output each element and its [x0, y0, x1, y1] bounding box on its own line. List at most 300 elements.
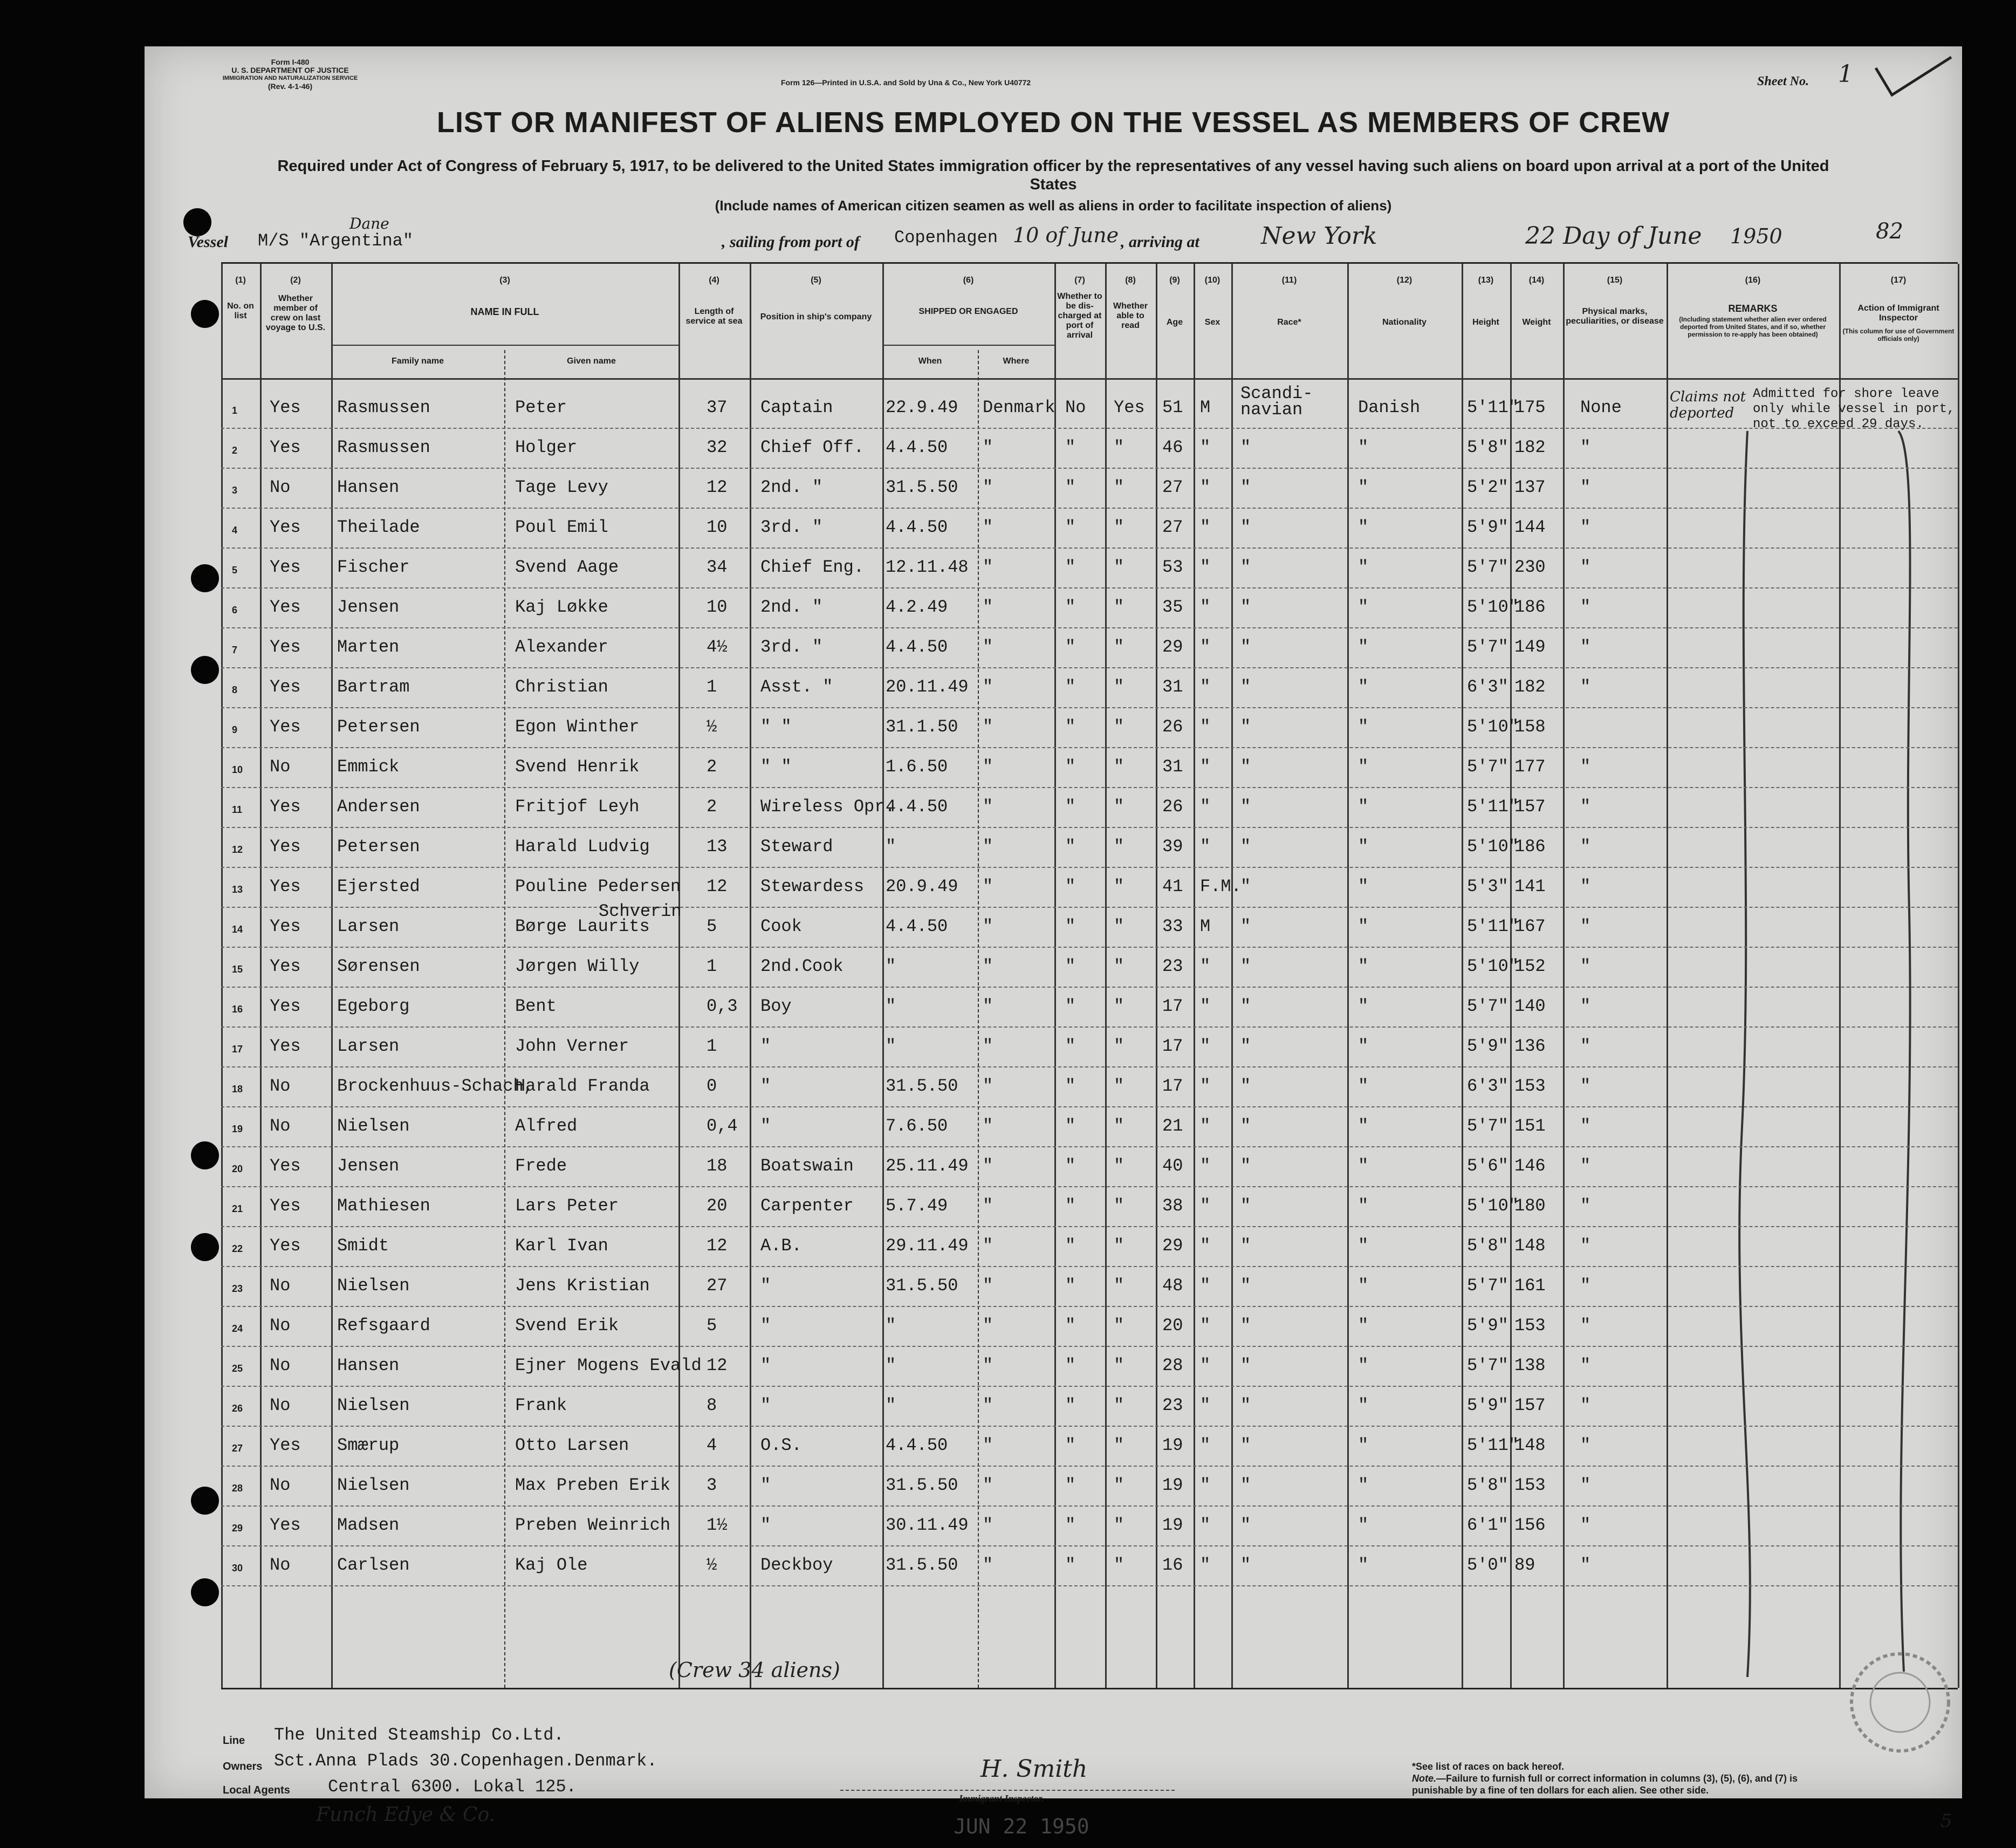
cell-service: 12: [707, 1236, 728, 1256]
cell-crew: No: [270, 1316, 291, 1336]
cell-nat: ": [1358, 837, 1369, 857]
vessel-flag: Dane: [349, 215, 389, 232]
cell-height: 5'11": [1467, 797, 1519, 817]
cell-marks: ": [1580, 956, 1591, 976]
col-17-note: (This column for use of Government officials only): [1842, 327, 1955, 343]
cell-height: 5'10": [1467, 837, 1519, 857]
cell-service: 18: [707, 1156, 728, 1176]
cell-age: 23: [1162, 1395, 1183, 1415]
cell-family: Marten: [337, 637, 400, 657]
cell-nat: ": [1358, 717, 1369, 737]
cell-where: ": [983, 1196, 993, 1216]
col-17-number: (17): [1890, 276, 1907, 285]
cell-when: 4.4.50: [886, 517, 948, 537]
cell-crew: Yes: [270, 1156, 301, 1176]
cell-read: ": [1114, 1196, 1124, 1216]
cell-when: 31.5.50: [886, 477, 958, 497]
col-3-given-label: Given name: [567, 357, 616, 366]
col-16-label: REMARKS: [1728, 303, 1778, 314]
punch-hole: [191, 1578, 219, 1606]
row-number: 21: [232, 1203, 243, 1214]
cell-read: ": [1114, 557, 1124, 577]
cell-height: 5'9": [1467, 1316, 1508, 1336]
cell-weight: 161: [1514, 1276, 1546, 1296]
cell-race: Scandi- navian: [1240, 384, 1313, 420]
cell-disch: ": [1065, 1356, 1076, 1375]
cell-sex: ": [1200, 1555, 1211, 1575]
row-number: 22: [232, 1243, 243, 1254]
cell-read: ": [1114, 637, 1124, 657]
cell-service: 4: [707, 1435, 717, 1455]
cell-sex: ": [1200, 557, 1211, 577]
cell-service: 2: [707, 797, 717, 817]
cell-given: Jørgen Willy: [515, 956, 640, 976]
col-16-note: (Including statement whether alien ever ordered deported from United States, and if so, whether permission to re-apply has been obtained): [1679, 316, 1827, 338]
cell-age: 41: [1162, 877, 1183, 896]
cell-crew: No: [270, 1076, 291, 1096]
cell-service: 13: [707, 837, 728, 857]
cell-marks: ": [1580, 637, 1591, 657]
cell-height: 5'11": [1467, 916, 1519, 936]
row-number: 14: [232, 924, 243, 935]
col-14-number: (14): [1528, 276, 1545, 285]
cell-nat: ": [1358, 597, 1369, 617]
cell-weight: 152: [1514, 956, 1546, 976]
col-15-number: (15): [1607, 276, 1623, 285]
cell-race: ": [1240, 557, 1251, 577]
cell-weight: 151: [1514, 1116, 1546, 1136]
cell-when: 7.6.50: [886, 1116, 948, 1136]
cell-where: ": [983, 1316, 993, 1336]
cell-race: ": [1240, 517, 1251, 537]
cell-position: Asst. ": [760, 677, 833, 697]
cell-nat: ": [1358, 1196, 1369, 1216]
cell-sex: ": [1200, 1236, 1211, 1256]
cell-family: Egeborg: [337, 996, 410, 1016]
cell-age: 19: [1162, 1475, 1183, 1495]
cell-service: 8: [707, 1395, 717, 1415]
cell-crew: Yes: [270, 637, 301, 657]
cell-read: ": [1114, 1435, 1124, 1455]
cell-race: ": [1240, 916, 1251, 936]
col-17-label: Action of Immigrant Inspector: [1857, 304, 1939, 323]
cell-disch: ": [1065, 1555, 1076, 1575]
subtitle-note: (Include names of American citizen seamen as well as aliens in order to facilitate inspection of aliens): [715, 197, 1392, 214]
arrival-date: 22 Day of June: [1525, 222, 1702, 250]
cell-family: Nielsen: [337, 1116, 410, 1136]
cell-sex: F.M.: [1200, 877, 1242, 896]
row-number: 1: [232, 405, 238, 416]
cell-age: 17: [1162, 1036, 1183, 1056]
cell-race: ": [1240, 1356, 1251, 1375]
cell-race: ": [1240, 1515, 1251, 1535]
cell-crew: Yes: [270, 837, 301, 857]
cell-age: 17: [1162, 996, 1183, 1016]
cell-height: 5'6": [1467, 1156, 1508, 1176]
cell-sex: ": [1200, 1156, 1211, 1176]
sheet-number-label: Sheet No.: [1757, 74, 1809, 88]
cell-position: 2nd. ": [760, 477, 823, 497]
cell-family: Hansen: [337, 477, 400, 497]
table-row: [221, 1067, 1958, 1107]
cell-when: 4.4.50: [886, 916, 948, 936]
page-code: 82: [1876, 219, 1903, 244]
cell-position: 3rd. ": [760, 637, 823, 657]
fine-note: [1412, 1772, 1843, 1796]
cell-marks: ": [1580, 877, 1591, 896]
cell-given: Harald Franda: [515, 1076, 650, 1096]
cell-given-extra: Schverin: [599, 901, 682, 921]
row-number: 28: [232, 1483, 243, 1494]
cell-nat: ": [1358, 1276, 1369, 1296]
cell-nat: ": [1358, 1236, 1369, 1256]
agents-handwritten: Funch Edye & Co.: [316, 1804, 496, 1826]
cell-position: 2nd.Cook: [760, 956, 844, 976]
col-12-label: Nationality: [1382, 318, 1427, 327]
cell-crew: Yes: [270, 517, 301, 537]
cell-position: ": [760, 1316, 771, 1336]
cell-weight: 148: [1514, 1236, 1546, 1256]
cell-disch: ": [1065, 1395, 1076, 1415]
cell-marks: ": [1580, 916, 1591, 936]
cell-race: ": [1240, 677, 1251, 697]
table-row: [221, 1187, 1958, 1227]
cell-age: 17: [1162, 1076, 1183, 1096]
cell-height: 5'7": [1467, 1356, 1508, 1375]
cell-given: Fritjof Leyh: [515, 797, 640, 817]
cell-disch: ": [1065, 1316, 1076, 1336]
cell-where: ": [983, 1036, 993, 1056]
cell-marks: ": [1580, 1555, 1591, 1575]
cell-sex: ": [1200, 717, 1211, 737]
cell-disch: ": [1065, 877, 1076, 896]
cell-height: 5'10": [1467, 956, 1519, 976]
cell-crew: Yes: [270, 1435, 301, 1455]
cell-sex: ": [1200, 996, 1211, 1016]
cell-sex: ": [1200, 1276, 1211, 1296]
table-row: [221, 469, 1958, 509]
cell-weight: 148: [1514, 1435, 1546, 1455]
cell-where: ": [983, 1236, 993, 1256]
cell-family: Ejersted: [337, 877, 420, 896]
cell-nat: ": [1358, 956, 1369, 976]
cell-position: " ": [760, 757, 792, 777]
cell-height: 6'1": [1467, 1515, 1508, 1535]
cell-read: ": [1114, 1515, 1124, 1535]
cell-race: ": [1240, 996, 1251, 1016]
cell-nat: ": [1358, 437, 1369, 457]
cell-when: 31.1.50: [886, 717, 958, 737]
cell-sex: ": [1200, 637, 1211, 657]
cell-where: ": [983, 637, 993, 657]
cell-nat: ": [1358, 797, 1369, 817]
cell-read: ": [1114, 1236, 1124, 1256]
cell-height: 5'2": [1467, 477, 1508, 497]
col-5-label: Position in ship's company: [760, 312, 872, 321]
cell-where: ": [983, 1435, 993, 1455]
cell-when: 4.4.50: [886, 1435, 948, 1455]
cell-when: 29.11.49: [886, 1236, 969, 1256]
cell-height: 5'8": [1467, 1236, 1508, 1256]
cell-race: ": [1240, 956, 1251, 976]
table-row: [221, 1546, 1958, 1586]
cell-disch: ": [1065, 1116, 1076, 1136]
cell-marks: ": [1580, 1116, 1591, 1136]
table-row: [221, 384, 1958, 429]
col-8-number: (8): [1125, 276, 1136, 285]
vessel-label: Vessel: [188, 233, 228, 251]
cell-height: 5'9": [1467, 1036, 1508, 1056]
cell-nat: ": [1358, 877, 1369, 896]
cell-race: ": [1240, 477, 1251, 497]
cell-disch: ": [1065, 1196, 1076, 1216]
cell-nat: ": [1358, 996, 1369, 1016]
col-14-label: Weight: [1522, 318, 1551, 327]
cell-service: 32: [707, 437, 728, 457]
table-row: [221, 1467, 1958, 1507]
table-row: [221, 668, 1958, 708]
crew-rows: [221, 378, 1958, 1688]
cell-family: Smærup: [337, 1435, 400, 1455]
cell-crew: Yes: [270, 996, 301, 1016]
cell-where: ": [983, 1276, 993, 1296]
cell-race: ": [1240, 1196, 1251, 1216]
cell-age: 29: [1162, 1236, 1183, 1256]
table-row: [221, 1028, 1958, 1067]
cell-when: ": [886, 1036, 896, 1056]
cell-crew: Yes: [270, 398, 301, 417]
cell-read: ": [1114, 1036, 1124, 1056]
row-number: 9: [232, 724, 238, 735]
cell-age: 31: [1162, 757, 1183, 777]
col-5-number: (5): [811, 276, 821, 285]
cell-weight: 156: [1514, 1515, 1546, 1535]
cell-age: 19: [1162, 1515, 1183, 1535]
col-3-number: (3): [499, 276, 510, 285]
row-number: 16: [232, 1004, 243, 1015]
cell-race: ": [1240, 1395, 1251, 1415]
cell-nat: ": [1358, 1395, 1369, 1415]
cell-service: 1: [707, 1036, 717, 1056]
row-number: 12: [232, 844, 243, 855]
cell-given: Kaj Løkke: [515, 597, 608, 617]
cell-service: ½: [707, 717, 717, 737]
cell-sex: M: [1200, 916, 1211, 936]
cell-sex: ": [1200, 1356, 1211, 1375]
cell-given: Ejner Mogens Evald: [515, 1356, 702, 1375]
cell-nat: ": [1358, 677, 1369, 697]
race-note: *See list of races on back hereof.: [1412, 1761, 1565, 1772]
cell-race: ": [1240, 717, 1251, 737]
cell-service: 0,3: [707, 996, 738, 1016]
col-3-label: NAME IN FULL: [470, 306, 539, 317]
cell-service: 34: [707, 557, 728, 577]
col-7-number: (7): [1074, 276, 1085, 285]
cell-position: ": [760, 1395, 771, 1415]
arrival-year: 1950: [1730, 224, 1782, 248]
date-stamp: JUN 22 1950: [954, 1815, 1089, 1838]
cell-disch: ": [1065, 437, 1076, 457]
col-6-where-label: Where: [1003, 357, 1030, 366]
cell-family: Bartram: [337, 677, 410, 697]
cell-disch: ": [1065, 1036, 1076, 1056]
cell-family: Petersen: [337, 837, 420, 857]
row-number: 17: [232, 1044, 243, 1055]
cell-read: ": [1114, 1276, 1124, 1296]
cell-marks: ": [1580, 1435, 1591, 1455]
cell-where: ": [983, 517, 993, 537]
cell-given: Frank: [515, 1395, 567, 1415]
row-number: 23: [232, 1283, 243, 1294]
cell-family: Larsen: [337, 916, 400, 936]
cell-position: ": [760, 1076, 771, 1096]
cell-given: Christian: [515, 677, 608, 697]
cell-weight: 153: [1514, 1316, 1546, 1336]
vessel-name: M/S "Argentina": [258, 231, 414, 251]
cell-nat: ": [1358, 1316, 1369, 1336]
table-row: [221, 549, 1958, 588]
cell-marks: ": [1580, 1076, 1591, 1096]
cell-read: ": [1114, 1156, 1124, 1176]
cell-age: 28: [1162, 1356, 1183, 1375]
col-1-number: (1): [235, 276, 246, 285]
cell-service: 1: [707, 677, 717, 697]
cell-service: 4½: [707, 637, 728, 657]
cell-where: ": [983, 956, 993, 976]
cell-height: 6'3": [1467, 677, 1508, 697]
col-4-label: Length of service at sea: [685, 307, 743, 326]
row-number: 29: [232, 1523, 243, 1534]
cell-age: 46: [1162, 437, 1183, 457]
cell-given: Kaj Ole: [515, 1555, 588, 1575]
cell-height: 5'7": [1467, 757, 1508, 777]
cell-where: ": [983, 677, 993, 697]
cell-crew: No: [270, 1116, 291, 1136]
cell-marks: ": [1580, 437, 1591, 457]
cell-read: ": [1114, 1395, 1124, 1415]
cell-service: 1: [707, 956, 717, 976]
cell-height: 5'11": [1467, 1435, 1519, 1455]
cell-crew: Yes: [270, 717, 301, 737]
cell-race: ": [1240, 597, 1251, 617]
col-9-number: (9): [1169, 276, 1180, 285]
page-title: LIST OR MANIFEST OF ALIENS EMPLOYED ON THE VESSEL AS MEMBERS OF CREW: [436, 106, 1670, 139]
table-row: [221, 1427, 1958, 1467]
cell-age: 21: [1162, 1116, 1183, 1136]
row-number: 20: [232, 1163, 243, 1174]
cell-read: ": [1114, 1475, 1124, 1495]
table-row: [221, 1267, 1958, 1307]
table-row: [221, 1107, 1958, 1147]
cell-given: Otto Larsen: [515, 1435, 629, 1455]
cell-when: 25.11.49: [886, 1156, 969, 1176]
cell-given: Harald Ludvig: [515, 837, 650, 857]
row-number: 30: [232, 1563, 243, 1573]
row-number: 26: [232, 1403, 243, 1414]
note-text: —Failure to furnish full or correct information in columns (3), (5), (6), and (7) is punishable by a fine of ten dollars for each alien. See other side.: [1412, 1773, 1798, 1796]
col-3-family-label: Family name: [392, 357, 444, 366]
cell-height: 5'10": [1467, 1196, 1519, 1216]
cell-position: Chief Eng.: [760, 557, 865, 577]
cell-read: ": [1114, 956, 1124, 976]
cell-sex: ": [1200, 1196, 1211, 1216]
row-number: 24: [232, 1323, 243, 1334]
cell-family: Fischer: [337, 557, 410, 577]
cell-read: ": [1114, 677, 1124, 697]
cell-family: Larsen: [337, 1036, 400, 1056]
cell-disch: ": [1065, 717, 1076, 737]
cell-marks: ": [1580, 1236, 1591, 1256]
cell-age: 23: [1162, 956, 1183, 976]
cell-where: ": [983, 597, 993, 617]
page-mark: 5: [1940, 1810, 1952, 1832]
cell-marks: ": [1580, 1196, 1591, 1216]
revision: (Rev. 4-1-46): [268, 82, 313, 91]
cell-where: ": [983, 717, 993, 737]
inspector-signature: H. Smith: [980, 1755, 1088, 1783]
cell-service: 27: [707, 1276, 728, 1296]
cell-service: 10: [707, 597, 728, 617]
cell-where: ": [983, 1076, 993, 1096]
col-12-number: (12): [1396, 276, 1412, 285]
cell-where: ": [983, 877, 993, 896]
row-number: 7: [232, 645, 238, 655]
cell-sex: ": [1200, 1475, 1211, 1495]
cell-weight: 230: [1514, 557, 1546, 577]
cell-crew: No: [270, 1555, 291, 1575]
cell-when: 5.7.49: [886, 1196, 948, 1216]
cell-given: Svend Aage: [515, 557, 619, 577]
agents-label: Local Agents: [223, 1784, 290, 1796]
cell-sex: ": [1200, 1036, 1211, 1056]
cell-read: ": [1114, 877, 1124, 896]
cell-disch: ": [1065, 597, 1076, 617]
cell-when: ": [886, 956, 896, 976]
cell-sex: ": [1200, 517, 1211, 537]
cell-marks: ": [1580, 837, 1591, 857]
cell-read: ": [1114, 717, 1124, 737]
cell-family: Andersen: [337, 797, 420, 817]
cell-marks: ": [1580, 757, 1591, 777]
cell-position: Steward: [760, 837, 833, 857]
cell-disch: ": [1065, 1076, 1076, 1096]
owners-label: Owners: [223, 1761, 263, 1772]
row-number: 5: [232, 565, 238, 576]
cell-marks: ": [1580, 1356, 1591, 1375]
cell-crew: No: [270, 1356, 291, 1375]
cell-age: 27: [1162, 517, 1183, 537]
col-11-label: Race*: [1277, 318, 1301, 327]
col-9-label: Age: [1166, 318, 1183, 327]
table-row: [221, 628, 1958, 668]
row-number: 6: [232, 605, 238, 615]
cell-race: ": [1240, 1116, 1251, 1136]
row-number: 10: [232, 764, 243, 775]
cell-read: ": [1114, 597, 1124, 617]
table-row: [221, 748, 1958, 788]
cell-height: 5'7": [1467, 1276, 1508, 1296]
row-number: 25: [232, 1363, 243, 1374]
cell-family: Rasmussen: [337, 437, 430, 457]
cell-service: 2: [707, 757, 717, 777]
cell-disch: ": [1065, 1475, 1076, 1495]
cell-height: 5'7": [1467, 1116, 1508, 1136]
table-row: [221, 429, 1958, 469]
cell-race: ": [1240, 1156, 1251, 1176]
table-row: [221, 588, 1958, 628]
cell-family: Mathiesen: [337, 1196, 430, 1216]
col-6-when-label: When: [918, 357, 942, 366]
